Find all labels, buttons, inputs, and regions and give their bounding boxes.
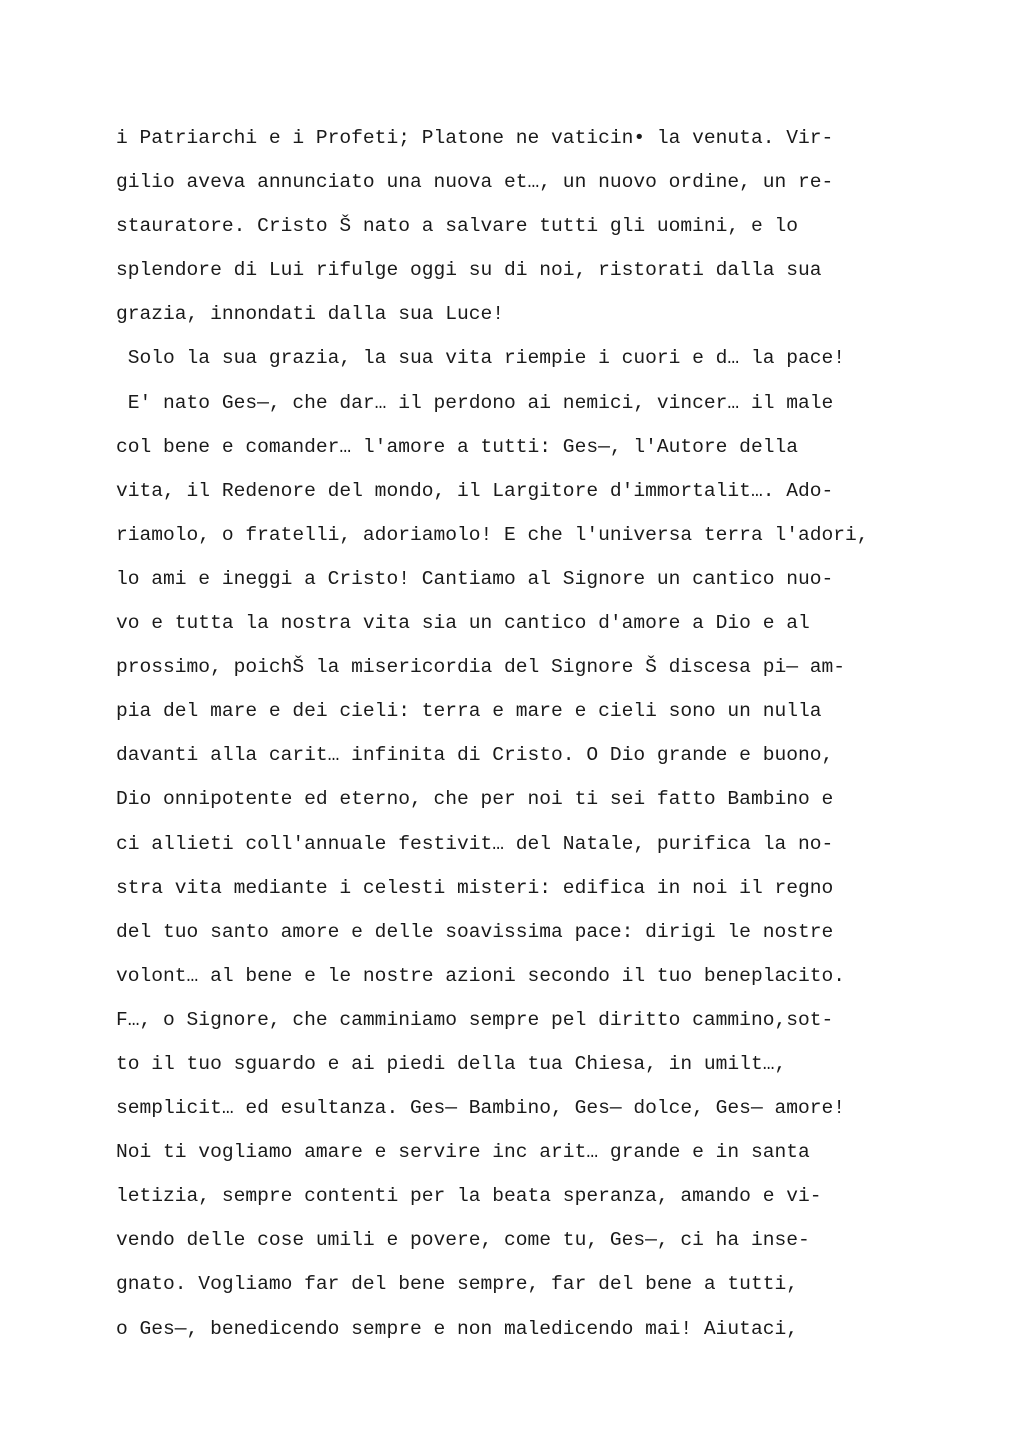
text-line: volont… al bene e le nostre azioni secondo il tuo beneplacito. bbox=[116, 964, 846, 987]
text-line: pia del mare e dei cieli: terra e mare e cieli sono un nulla bbox=[116, 700, 822, 723]
text-line: splendore di Lui rifulge oggi su di noi, ristorati dalla sua bbox=[116, 259, 822, 282]
body-text bbox=[116, 116, 996, 1351]
text-line: Solo la sua grazia, la sua vita riempie i cuori e d… la pace! bbox=[116, 347, 846, 370]
text-line: davanti alla carit… infinita di Cristo. O Dio grande e buono, bbox=[116, 744, 834, 767]
text-line: grazia, innondati dalla sua Luce! bbox=[116, 303, 505, 326]
text-line: riamolo, o fratelli, adoriamolo! E che l'universa terra l'adori, bbox=[116, 523, 869, 546]
text-line: vo e tutta la nostra vita sia un cantico d'amore a Dio e al bbox=[116, 612, 810, 635]
text-line: lo ami e ineggi a Cristo! Cantiamo al Signore un cantico nuo- bbox=[116, 567, 834, 590]
text-line: ci allieti coll'annuale festivit… del Natale, purifica la no- bbox=[116, 832, 834, 855]
text-line: semplicit… ed esultanza. Ges— Bambino, Ges— dolce, Ges— amore! bbox=[116, 1097, 846, 1120]
text-line: gnato. Vogliamo far del bene sempre, far del bene a tutti, bbox=[116, 1273, 798, 1296]
text-line: E' nato Ges—, che dar… il perdono ai nemici, vincer… il male bbox=[116, 391, 834, 414]
text-line: F…, o Signore, che camminiamo sempre pel diritto cammino,sot- bbox=[116, 1008, 834, 1031]
text-line: Dio onnipotente ed eterno, che per noi ti sei fatto Bambino e bbox=[116, 788, 834, 811]
text-line: stauratore. Cristo Š nato a salvare tutti gli uomini, e lo bbox=[116, 215, 798, 238]
text-line: letizia, sempre contenti per la beata speranza, amando e vi- bbox=[116, 1185, 822, 1208]
text-line: to il tuo sguardo e ai piedi della tua Chiesa, in umilt…, bbox=[116, 1052, 787, 1075]
text-line: gilio aveva annunciato una nuova et…, un nuovo ordine, un re- bbox=[116, 171, 834, 194]
text-line: i Patriarchi e i Profeti; Platone ne vaticin• la venuta. Vir- bbox=[116, 127, 834, 149]
text-line: vita, il Redenore del mondo, il Largitore d'immortalit…. Ado- bbox=[116, 479, 834, 502]
text-line: prossimo, poichŠ la misericordia del Signore Š discesa pi— am- bbox=[116, 656, 846, 679]
text-line: del tuo santo amore e delle soavissima pace: dirigi le nostre bbox=[116, 920, 834, 943]
text-line: Noi ti vogliamo amare e servire inc arit… grande e in santa bbox=[116, 1141, 810, 1164]
text-line: vendo delle cose umili e povere, come tu, Ges—, ci ha inse- bbox=[116, 1229, 810, 1252]
text-line: col bene e comander… l'amore a tutti: Ges—, l'Autore della bbox=[116, 435, 798, 458]
text-line: stra vita mediante i celesti misteri: edifica in noi il regno bbox=[116, 876, 834, 899]
text-line: o Ges—, benedicendo sempre e non maledicendo mai! Aiutaci, bbox=[116, 1317, 798, 1340]
